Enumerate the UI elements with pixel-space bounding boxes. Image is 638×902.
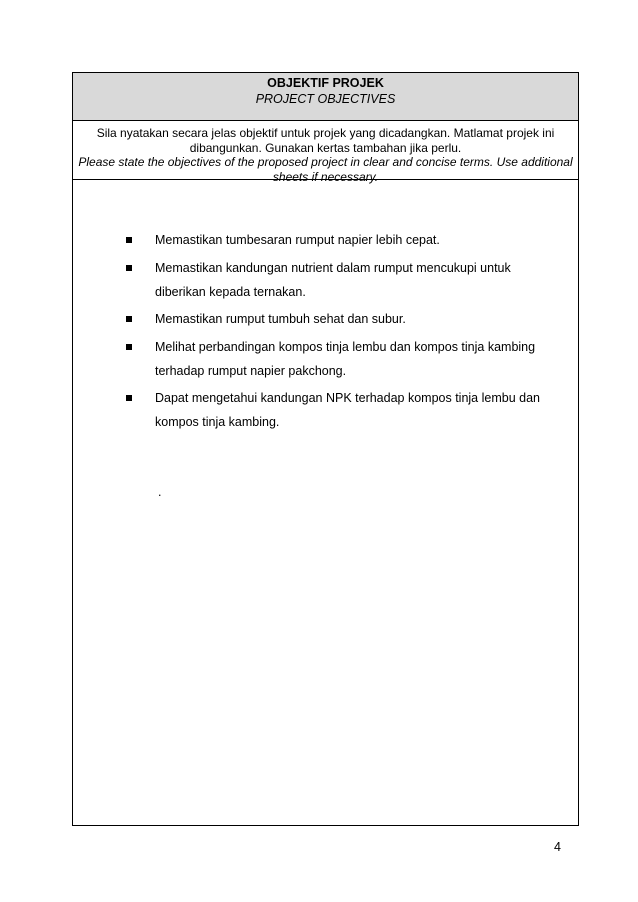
square-bullet-icon — [126, 395, 132, 401]
objective-item — [125, 386, 545, 434]
square-bullet-icon — [126, 316, 132, 322]
objective-text: Memastikan rumput tumbuh sehat dan subur. — [155, 312, 406, 326]
section-title-english: PROJECT OBJECTIVES — [255, 92, 396, 106]
objectives-body — [73, 180, 578, 825]
square-bullet-icon — [126, 237, 132, 243]
page-number: 4 — [554, 840, 561, 854]
objective-item — [125, 228, 545, 252]
stray-period: . — [158, 485, 162, 499]
instructions-malay: Sila nyatakan secara jelas objektif untuk projek yang dicadangkan. Matlamat projek ini dibangunkan. Gunakan kertas tambahan jika perlu. — [96, 126, 555, 155]
project-objectives-form — [72, 72, 579, 826]
objective-item — [125, 335, 545, 383]
instructions — [73, 121, 578, 184]
square-bullet-icon — [126, 265, 132, 271]
section-title: OBJEKTIF PROJEK — [267, 76, 384, 90]
objective-text: Dapat mengetahui kandungan NPK terhadap kompos tinja lembu dan kompos tinja kambing. — [155, 391, 540, 429]
square-bullet-icon — [126, 344, 132, 350]
objectives-list — [125, 228, 545, 438]
objective-item — [125, 307, 545, 331]
objective-text: Melihat perbandingan kompos tinja lembu dan kompos tinja kambing terhadap rumput napier pakchong. — [155, 339, 536, 378]
objective-text: Memastikan kandungan nutrient dalam rumput mencukupi untuk diberikan kepada ternakan. — [155, 260, 511, 299]
objective-text: Memastikan tumbesaran rumput napier lebih cepat. — [155, 233, 440, 247]
objective-item — [125, 256, 545, 304]
form-header — [73, 73, 578, 121]
instructions-english: Please state the objectives of the proposed project in clear and concise terms. Use additional sheets if necessary. — [78, 155, 573, 184]
